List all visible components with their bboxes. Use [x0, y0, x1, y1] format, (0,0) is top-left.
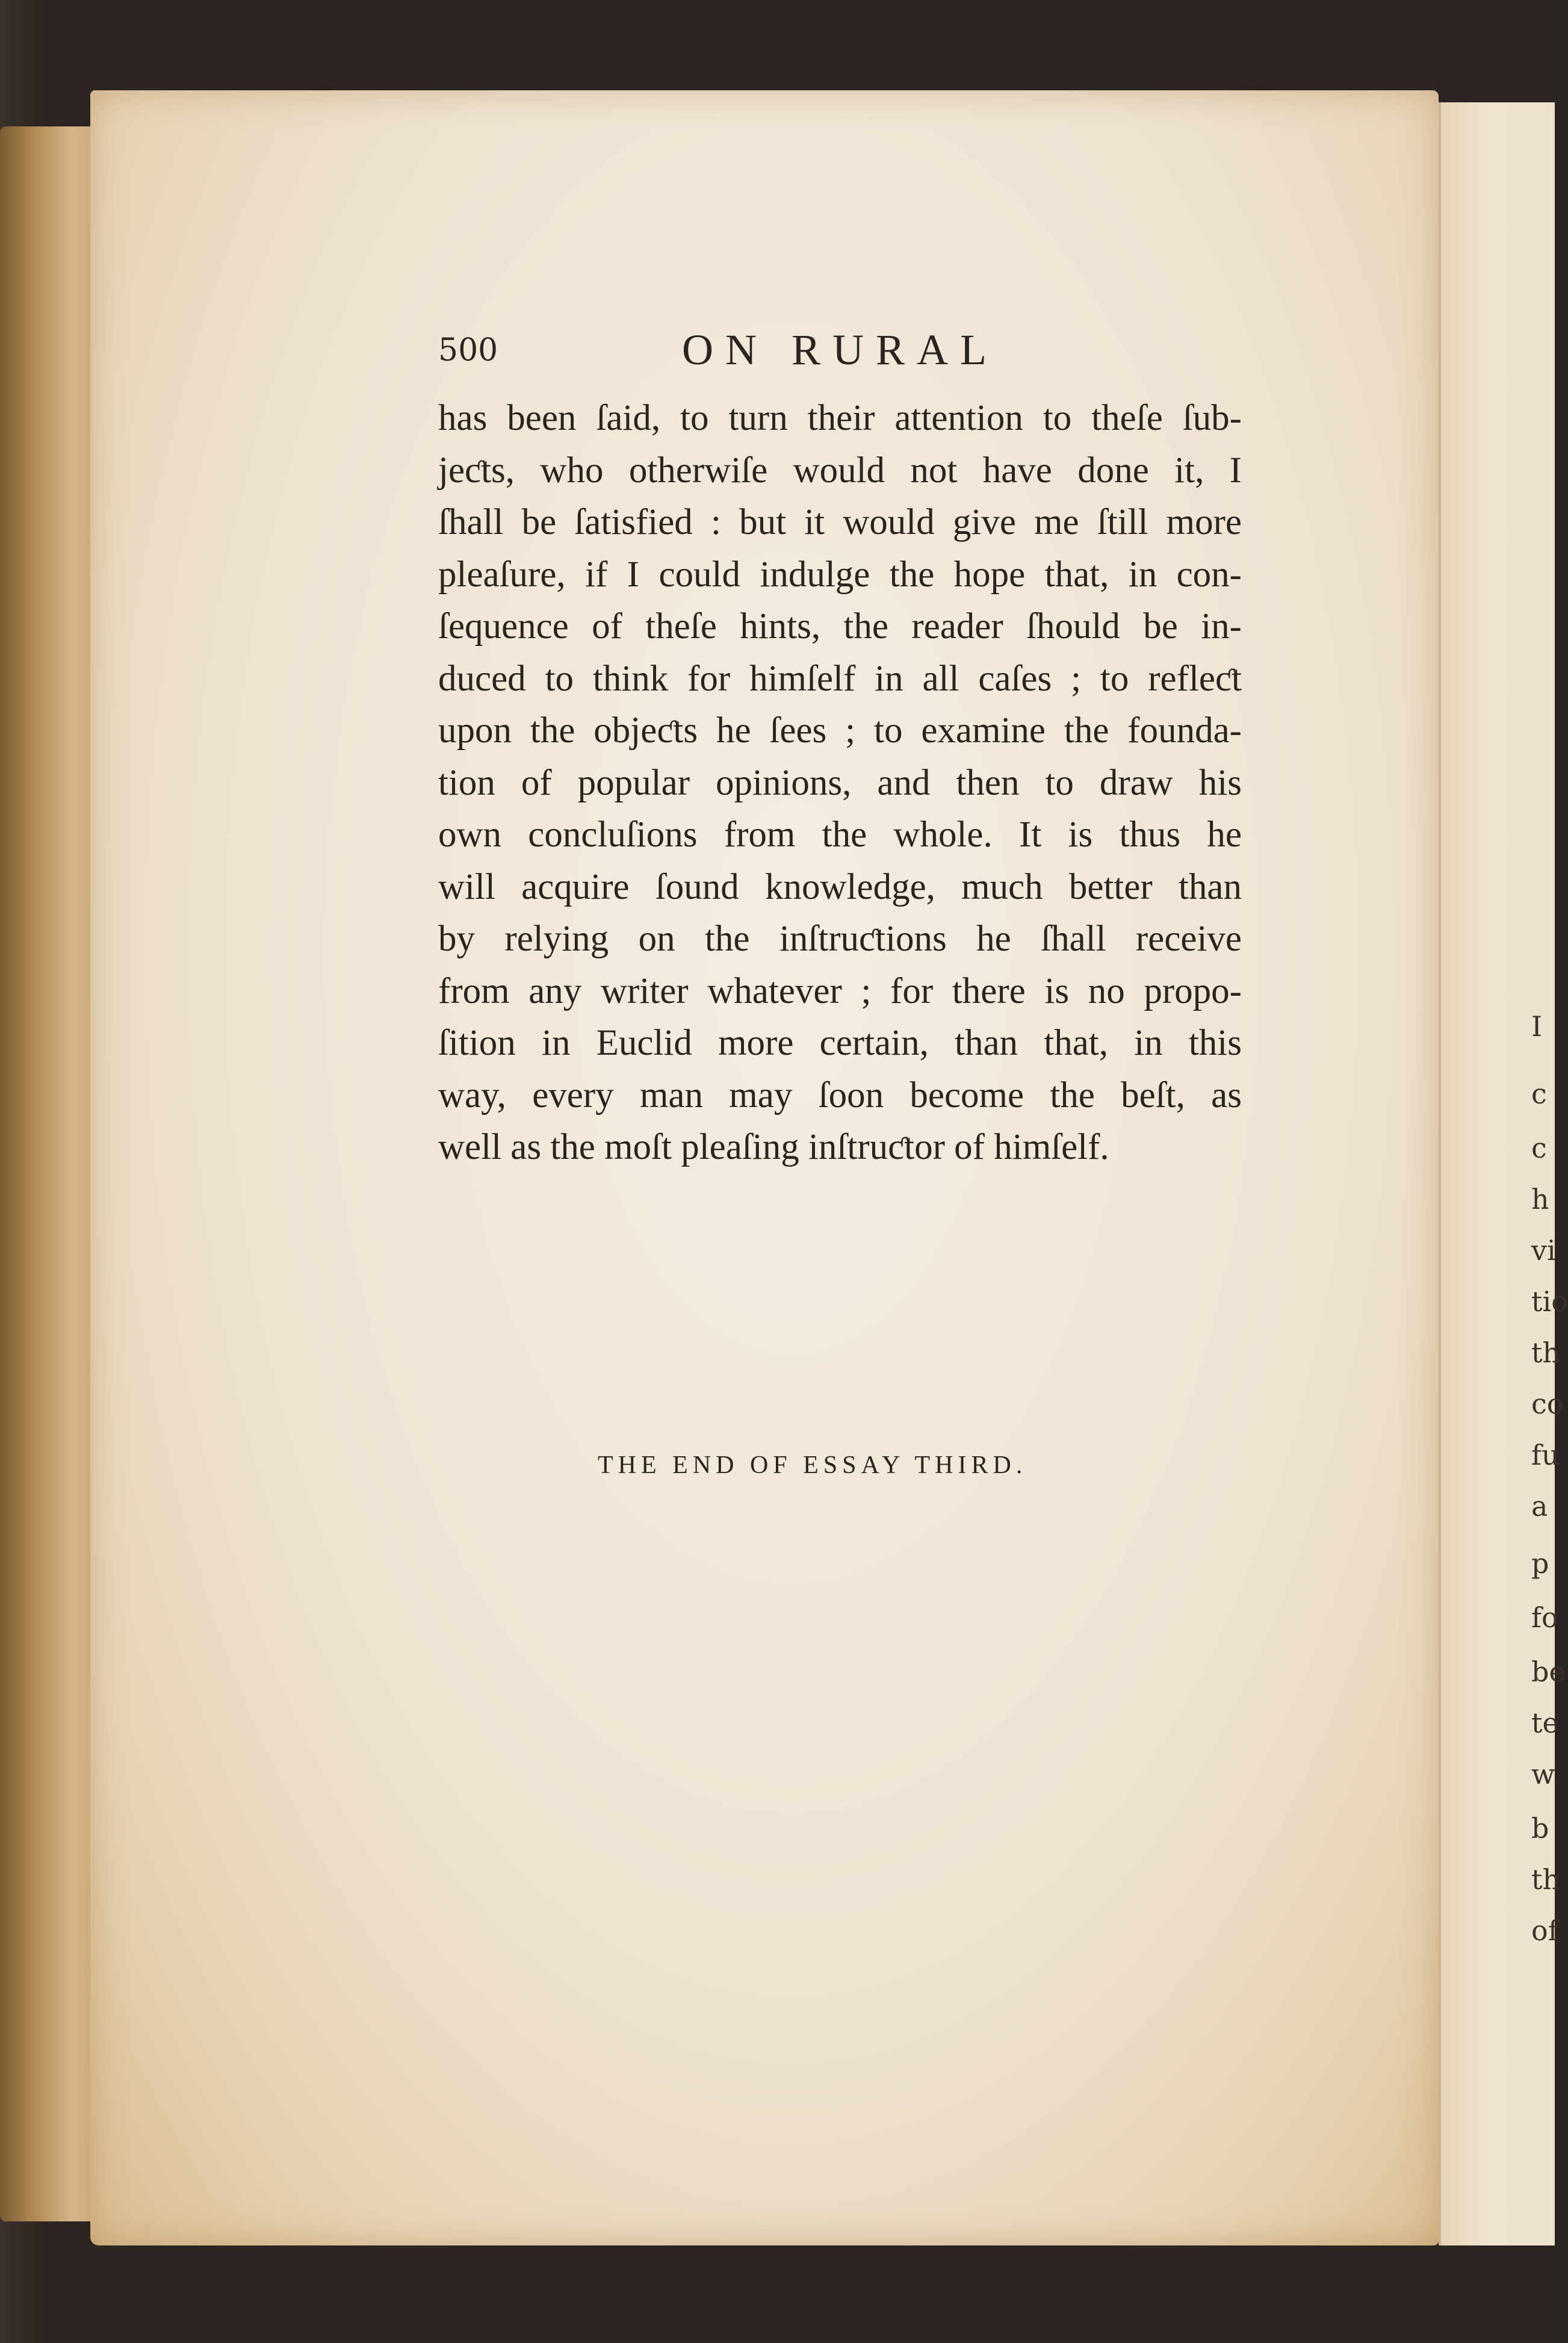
text-line: tion of popular opinions, and then to draw his — [438, 762, 1242, 803]
next-page-fragment: te — [1531, 1707, 1559, 1739]
text-line: ſition in Euclid more certain, than that, in this — [438, 1023, 1242, 1063]
next-page-fragment: fo — [1531, 1601, 1558, 1634]
text-line: well as the moſt pleaſing inſtruƈtor of himſelf. — [438, 1127, 1109, 1167]
next-page-fragment: a — [1531, 1490, 1548, 1522]
next-page-fragment: vi — [1531, 1234, 1556, 1267]
next-page-edge — [1439, 102, 1568, 2245]
next-page-fragment: p — [1531, 1547, 1549, 1580]
text-line: by relying on the inſtruƈtions he ſhall receive — [438, 919, 1242, 959]
text-line: pleaſure, if I could indulge the hope that, in con- — [438, 554, 1242, 595]
text-line: has been ſaid, to turn their attention to theſe ſub- — [438, 398, 1242, 438]
next-page-fragment: c — [1531, 1132, 1547, 1164]
next-page-fragment: th — [1531, 1863, 1561, 1896]
end-of-essay-note: THE END OF ESSAY THIRD. — [598, 1451, 1027, 1479]
next-page-fragment: co — [1531, 1388, 1564, 1420]
page-number: 500 — [438, 332, 498, 368]
text-line: ſequence of theſe hints, the reader ſhould be in- — [438, 606, 1242, 647]
text-line: duced to think for himſelf in all caſes ; to refleƈt — [438, 658, 1242, 699]
next-page-fragment: w — [1531, 1758, 1555, 1790]
text-line: own concluſions from the whole. It is thus he — [438, 815, 1242, 855]
running-title: ON RURAL — [682, 326, 999, 374]
text-line: will acquire ſound knowledge, much better than — [438, 866, 1242, 907]
next-page-fragment: c — [1531, 1078, 1547, 1110]
text-line: ſhall be ſatisfied : but it would give me ſtill more — [438, 502, 1242, 542]
running-head — [438, 325, 1242, 373]
next-page-fragment: b — [1531, 1812, 1549, 1845]
text-line: from any writer whatever ; for there is no propo- — [438, 970, 1242, 1011]
next-page-fragment: of — [1531, 1914, 1558, 1947]
text-line: way, every man may ſoon become the beſt, as — [438, 1075, 1242, 1116]
next-page-fragment: tio — [1531, 1285, 1568, 1318]
next-page-fragment: be — [1531, 1656, 1566, 1688]
text-line: jeƈts, who otherwiſe would not have done it, I — [438, 450, 1242, 491]
body-text — [438, 393, 1242, 1174]
next-page-fragment: I — [1531, 1010, 1543, 1043]
next-page-fragment: th — [1531, 1336, 1561, 1369]
text-line: upon the objeƈts he ſees ; to examine the founda- — [438, 710, 1242, 751]
next-page-fragment: h — [1531, 1183, 1549, 1215]
next-page-fragment: fu — [1531, 1439, 1560, 1471]
